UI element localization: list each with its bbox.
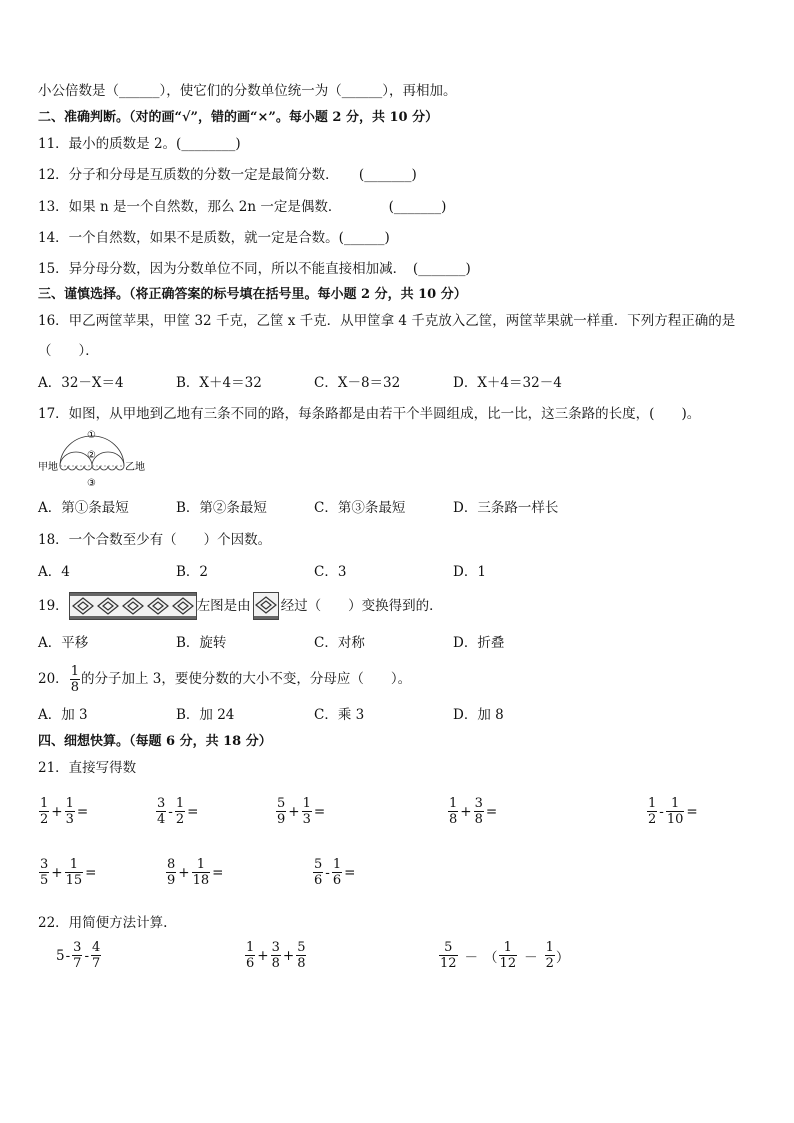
q20-fraction xyxy=(70,664,80,695)
denominator: 7 xyxy=(73,956,82,971)
numerator: 1 xyxy=(545,940,554,955)
q19-option-b: B．旋转 xyxy=(176,635,227,651)
equals: = xyxy=(485,803,498,820)
fraction xyxy=(499,940,518,971)
q17-option-a: A．第①条最短 xyxy=(38,500,129,516)
q20-option-c: C．乘 3 xyxy=(314,707,365,723)
leading-number: 5 xyxy=(56,947,65,964)
fraction xyxy=(271,940,281,971)
denominator: 9 xyxy=(167,873,176,888)
denominator: 12 xyxy=(440,956,457,971)
numerator: 5 xyxy=(277,796,286,811)
denominator: 3 xyxy=(65,812,74,827)
fraction xyxy=(65,857,84,888)
question-13: 13．如果 n 是一个自然数，那么 2n 一定是偶数． (_______) xyxy=(38,199,447,215)
denominator: 15 xyxy=(65,873,83,888)
denominator: 3 xyxy=(302,812,311,827)
fraction xyxy=(245,940,255,971)
denominator: 2 xyxy=(40,812,49,827)
q22-expr-1 xyxy=(56,940,102,971)
question-19 xyxy=(38,592,443,620)
operator: － xyxy=(464,949,479,966)
numerator: 1 xyxy=(70,663,79,679)
fraction xyxy=(175,796,185,827)
denominator: 10 xyxy=(666,812,684,827)
intro-line: 小公倍数是（______），使它们的分数单位统一为（______），再相加。 xyxy=(38,83,457,99)
fraction xyxy=(39,796,49,827)
question-16-line1: 16．甲乙两筐苹果，甲筐 32 千克，乙筐 x 千克．从甲筐拿 4 千克放入乙筐，两筐苹果就一样重．下列方程正确的是 xyxy=(38,313,736,329)
question-15: 15．异分母分数，因为分数单位不同，所以不能直接相加减． (_______) xyxy=(38,261,471,277)
operator: + xyxy=(460,803,472,820)
question-12: 12．分子和分母是互质数的分数一定是最简分数． (_______) xyxy=(38,167,417,183)
operator: － xyxy=(524,949,538,966)
numerator: 5 xyxy=(444,940,453,955)
numerator: 1 xyxy=(40,796,49,811)
numerator: 1 xyxy=(503,940,512,955)
q21-expr-2 xyxy=(155,796,199,827)
denominator: 6 xyxy=(332,873,342,888)
operator: + xyxy=(282,947,295,964)
section-2-heading: 二、准确判断。（对的画“√”，错的画“×”。每小题 2 分，共 10 分） xyxy=(38,110,439,125)
fraction xyxy=(666,796,685,827)
denominator: 8 xyxy=(474,812,483,827)
q17-option-d: D．三条路一样长 xyxy=(453,500,559,516)
numerator: 4 xyxy=(92,940,101,955)
equals: = xyxy=(85,864,97,881)
q17-option-c: C．第③条最短 xyxy=(314,500,406,516)
question-11: 11．最小的质数是 2。(________) xyxy=(38,136,241,152)
numerator: 1 xyxy=(69,857,78,872)
operator: - xyxy=(325,864,330,881)
route-2-label: ② xyxy=(87,450,96,461)
fraction xyxy=(313,857,323,888)
q21-expr-7 xyxy=(165,857,224,888)
q22-expr-2 xyxy=(244,940,307,971)
operator: + xyxy=(51,803,63,820)
numerator: 1 xyxy=(648,796,657,811)
q20-text: 的分子加上 3，要使分数的大小不变，分母应（ ）。 xyxy=(80,671,412,687)
q19-text-2: 经过（ ）变换得到的． xyxy=(280,598,443,614)
q21-expr-1 xyxy=(38,796,89,827)
numerator: 1 xyxy=(175,796,185,811)
q18-option-b: B．2 xyxy=(176,564,209,580)
semicircle-routes-svg xyxy=(38,428,148,492)
right-paren: ） xyxy=(555,949,570,966)
equals: = xyxy=(212,864,224,881)
fraction xyxy=(39,857,49,888)
numerator: 1 xyxy=(332,857,342,872)
q19-text-1: 左图是由 xyxy=(196,598,251,614)
equals: = xyxy=(344,864,356,881)
question-16-line2: （ ）． xyxy=(38,343,99,359)
section-3-heading: 三、谨慎选择。（将正确答案的标号填在括号里。每小题 2 分，共 10 分） xyxy=(38,287,467,302)
question-21: 21．直接写得数 xyxy=(38,760,137,776)
equals: = xyxy=(187,803,199,820)
fraction xyxy=(545,940,555,971)
fraction xyxy=(474,796,484,827)
operator: + xyxy=(178,864,190,881)
q19-option-c: C．对称 xyxy=(314,635,365,651)
fraction xyxy=(65,796,75,827)
numerator: 5 xyxy=(314,857,323,872)
q21-expr-4 xyxy=(447,796,498,827)
operator: - xyxy=(84,947,89,964)
fraction xyxy=(72,940,82,971)
route-3-label: ③ xyxy=(87,478,96,489)
q18-option-a: A．4 xyxy=(38,564,70,580)
fraction xyxy=(448,796,458,827)
numerator: 3 xyxy=(157,796,166,811)
denominator: 12 xyxy=(499,956,517,971)
question-17: 17．如图，从甲地到乙地有三条不同的路，每条路都是由若干个半圆组成，比一比，这三条路的长度，( )。 xyxy=(38,406,701,422)
diamond-pattern-figure xyxy=(69,592,197,620)
operator: - xyxy=(659,803,664,820)
denominator: 4 xyxy=(157,812,166,827)
numerator: 1 xyxy=(65,796,74,811)
start-label: 甲地 xyxy=(38,462,58,473)
denominator: 2 xyxy=(545,956,554,971)
q19-option-d: D．折叠 xyxy=(453,635,505,651)
q20-number: 20． xyxy=(38,671,69,687)
operator: - xyxy=(65,947,71,964)
numerator: 1 xyxy=(670,796,680,811)
operator: + xyxy=(51,864,63,881)
denominator: 2 xyxy=(648,812,657,827)
q16-option-d: D．X＋4＝32－4 xyxy=(453,375,562,391)
question-18: 18．一个合数至少有（ ）个因数。 xyxy=(38,532,272,548)
numerator: 3 xyxy=(73,940,82,955)
q21-expr-6 xyxy=(38,857,97,888)
semicircle-routes-figure xyxy=(38,428,148,492)
fraction xyxy=(156,796,166,827)
q18-option-c: C．3 xyxy=(314,564,347,580)
q19-option-a: A．平移 xyxy=(38,635,89,651)
denominator: 9 xyxy=(277,812,286,827)
q20-option-d: D．加 8 xyxy=(453,707,504,723)
q21-expr-3 xyxy=(275,796,326,827)
question-22: 22．用简便方法计算. xyxy=(38,915,168,931)
fraction xyxy=(276,796,286,827)
fraction xyxy=(302,796,312,827)
denominator: 2 xyxy=(175,812,185,827)
equals: = xyxy=(313,803,326,820)
q21-expr-8 xyxy=(312,857,356,888)
q17-option-b: B．第②条最短 xyxy=(176,500,267,516)
q22-expr-3 xyxy=(438,940,569,971)
q16-option-a: A．32－X＝4 xyxy=(38,375,124,391)
numerator: 1 xyxy=(449,796,458,811)
denominator: 7 xyxy=(92,956,101,971)
q20-option-b: B．加 24 xyxy=(176,707,235,723)
fraction xyxy=(332,857,342,888)
denominator: 5 xyxy=(40,873,49,888)
equals: = xyxy=(686,803,698,820)
denominator: 8 xyxy=(449,812,458,827)
route-1-label: ① xyxy=(87,430,96,441)
equals: = xyxy=(76,803,89,820)
end-label: 乙地 xyxy=(125,462,145,473)
denominator: 6 xyxy=(246,956,255,971)
operator: + xyxy=(257,947,269,964)
q18-option-d: D．1 xyxy=(453,564,486,580)
q16-option-b: B．X＋4＝32 xyxy=(176,375,262,391)
diamond-unit-figure xyxy=(253,592,279,620)
numerator: 3 xyxy=(474,796,483,811)
denominator: 8 xyxy=(297,956,306,971)
question-14: 14．一个自然数，如果不是质数，就一定是合数。(______) xyxy=(38,230,390,246)
numerator: 3 xyxy=(40,857,49,872)
q19-number: 19． xyxy=(38,598,69,614)
q20-option-a: A．加 3 xyxy=(38,707,88,723)
q16-option-c: C．X－8＝32 xyxy=(314,375,401,391)
operator: - xyxy=(168,803,173,820)
numerator: 1 xyxy=(196,857,205,872)
denominator: 6 xyxy=(314,873,323,888)
operator: + xyxy=(288,803,300,820)
numerator: 1 xyxy=(246,940,255,955)
fraction xyxy=(439,940,458,971)
denominator: 8 xyxy=(70,679,79,695)
left-paren: （ xyxy=(484,949,498,966)
fraction xyxy=(192,857,211,888)
q21-expr-5 xyxy=(646,796,699,827)
denominator: 18 xyxy=(192,873,210,888)
fraction xyxy=(296,940,306,971)
section-4-heading: 四、细想快算。（每题 6 分，共 18 分） xyxy=(38,734,272,749)
numerator: 3 xyxy=(271,940,280,955)
question-20 xyxy=(38,661,411,697)
denominator: 8 xyxy=(271,956,280,971)
numerator: 8 xyxy=(167,857,176,872)
fraction xyxy=(166,857,176,888)
fraction xyxy=(91,940,101,971)
fraction xyxy=(647,796,657,827)
numerator: 5 xyxy=(297,940,306,955)
numerator: 1 xyxy=(302,796,311,811)
route-3-arc xyxy=(60,466,124,470)
